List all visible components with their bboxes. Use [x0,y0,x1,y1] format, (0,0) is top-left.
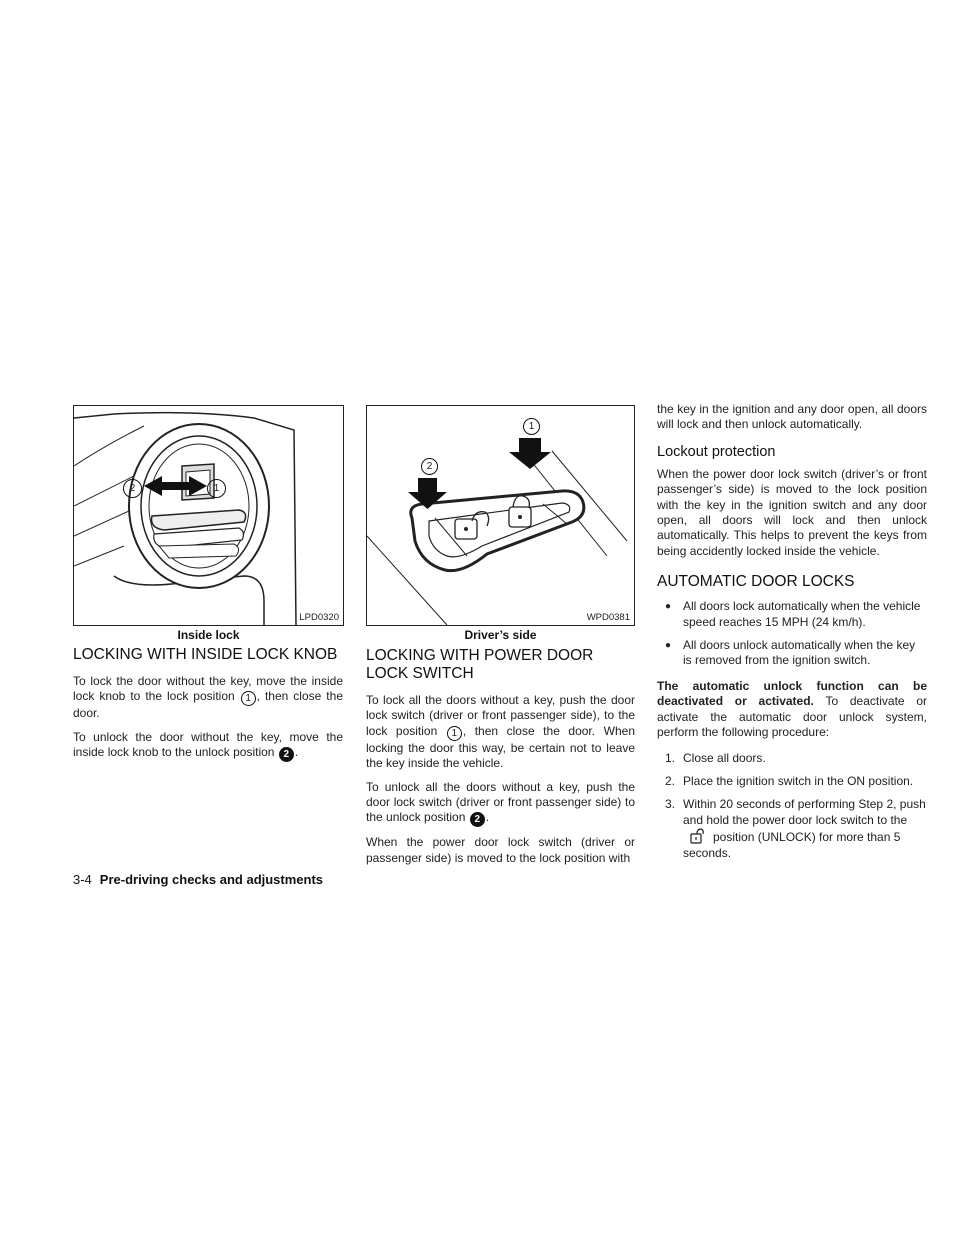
column-1 [73,646,343,770]
text: position (UNLOCK) for more than 5 seconds. [683,830,901,860]
text: All doors unlock automatically when the key is removed from the ignition switch. [683,638,916,668]
steps-list [657,751,927,861]
bold-text: The automatic unlock function can be deactivated or activated. [657,678,927,709]
step-number: 2. [665,773,676,788]
bullet-list [657,599,927,669]
figure-code: WPD0381 [586,612,630,623]
section-heading: LOCKING WITH POWER DOOR LOCK SWITCH [366,647,594,682]
text: Close all doors. [683,750,766,765]
step-number: 3. [665,797,676,812]
figure-drivers-side [366,405,635,626]
section-heading: AUTOMATIC DOOR LOCKS [657,573,855,591]
marker-2: 2 [421,458,438,475]
bullet-icon: ● [665,601,672,613]
paragraph [73,674,343,722]
marker-2: 2 [470,812,485,827]
paragraph [366,780,635,828]
text: To deactivate or activate the automatic door unlock system, perform the following procedure: [657,694,927,740]
text: , then close the door. When locking the door this way, be certain not to leave the key inside the vehicle. [366,723,636,771]
column-2 [366,647,635,874]
text: , then close the door. [73,689,343,721]
marker-1: 1 [207,479,226,498]
sub-heading: Lockout protection [657,443,776,460]
list-item [657,599,927,630]
text: To unlock the door without the key, move the inside lock knob to the unlock position [73,729,343,760]
marker-1: 1 [447,726,462,741]
paragraph: When the power door lock switch (driver or passenger side) is moved to the lock position with [366,835,635,865]
text: To lock the door without the key, move the inside lock knob to the lock position [73,674,343,704]
paragraph: the key in the ignition and any door open, all doors will lock and then unlock automatically. [657,402,927,432]
text: . [294,745,299,760]
figure-inside-lock [73,405,344,626]
page-footer [73,872,323,887]
paragraph [657,679,927,741]
column-3 [657,402,927,869]
marker-2: 2 [123,479,142,498]
inside-lock-illustration [74,406,343,625]
text: All doors lock automatically when the vehicle speed reaches 15 MPH (24 km/h). [683,599,921,629]
section-heading: LOCKING WITH INSIDE LOCK KNOB [73,646,338,663]
text: Within 20 seconds of performing Step 2, push and hold the power door lock switch to the [683,797,926,827]
marker-2: 2 [279,747,294,762]
bullet-icon: ● [665,640,672,652]
text: To unlock all the doors without a key, push the door lock switch (driver or front passenger side) to the unlock position [366,779,635,825]
text: Place the ignition switch in the ON position. [683,773,914,788]
power-lock-switch-illustration [367,406,634,625]
paragraph [366,693,635,772]
marker-1: 1 [241,691,256,706]
chapter-title: Pre-driving checks and adjustments [99,872,324,887]
figure-code: LPD0320 [299,612,339,623]
marker-1: 1 [523,418,540,435]
list-item [657,751,927,766]
text: . [485,810,490,825]
paragraph: When the power door lock switch (driver’s or front passenger’s side) is moved to the lock position with the key in the ignition switch and any door open, all doors will lock and then unlock automatically. This helps to prevent the keys from being accidently locked inside the vehicle. [657,466,927,558]
page-number: 3-4 [73,872,92,887]
unlock-icon [687,828,709,844]
figure-caption: Inside lock [177,628,240,642]
text: To lock all the doors without a key, push the door lock switch (driver or front passenger side), to the lock position [366,693,635,738]
figure-caption: Driver’s side [464,628,537,642]
step-number: 1. [665,750,676,765]
list-item [657,638,927,669]
list-item [657,797,927,861]
list-item [657,774,927,789]
paragraph [73,730,343,762]
